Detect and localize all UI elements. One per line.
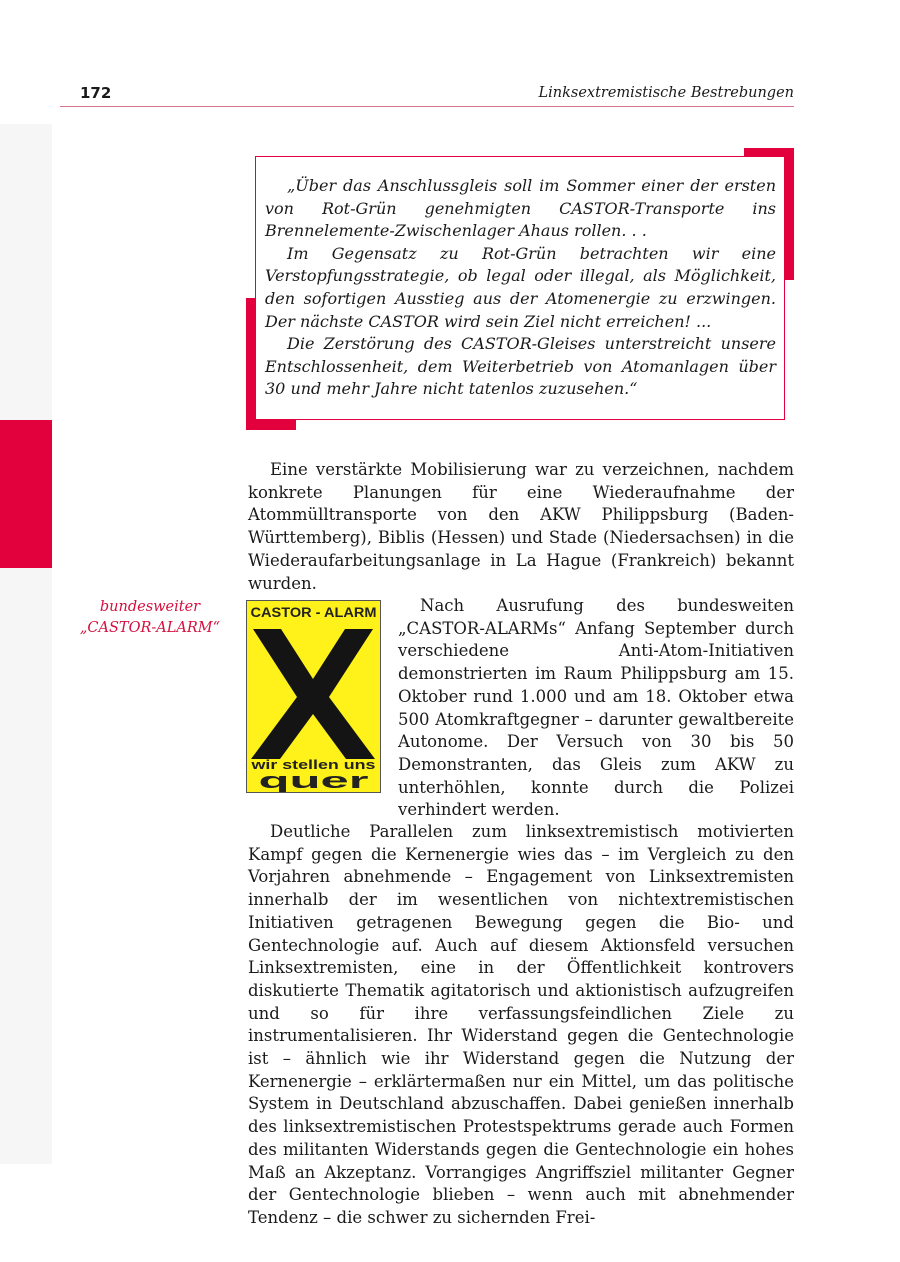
castor-alarm-poster — [246, 600, 381, 793]
chapter-marker-tab — [0, 420, 52, 568]
page-number: 172 — [80, 84, 112, 102]
quote-paragraph: „Über das Anschlussgleis soll im Sommer einer der ersten von Rot-Grün genehmigten CASTOR-Transporte ins Brennelemente-Zwischenlager Ahaus rollen. . . — [265, 176, 776, 241]
poster-graphic — [247, 601, 380, 792]
quote-box — [255, 156, 785, 420]
body-paragraph-gentechnologie: Deutliche Parallelen zum linksextremistisch motivierten Kampf gegen die Kernenergie wies das – im Vergleich zu den Vorjahren abnehmende – Engagement von Linksextremisten innerhalb der im wesentlichen von nichtextremistischen Initiativen getragenen Bewegung gegen die Bio- und Gentechnologie auf. Auch auf diesem Aktionsfeld versuchen Linksextremisten, eine in der Öffentlichkeit kontrovers diskutierte Thematik agitatorisch und aktionistisch aufzugreifen und so für ihre verfassungsfeindlichen Ziele zu instrumentalisieren. Ihr Widerstand gegen die Gentechnologie ist – ähnlich wie ihr Widerstand gegen die Nutzung der Kernenergie – erklärtermaßen nur ein Mittel, um das politische System in Deutschland abzuschaffen. Dabei genießen innerhalb des linksextremistischen Protestspektrums gerade auch Formen des militanten Widerstands gegen die Gentechnologie ein hohes Maß an Akzeptanz. Vorrangiges Angriffsziel militanter Gegner der Gentechnologie blieben – wenn auch mit abnehmender Tendenz – die schwer zu sichernden Frei- — [248, 822, 794, 1227]
running-title: Linksextremistische Bestrebungen — [538, 85, 794, 101]
body-paragraph-castor-alarm: Nach Ausrufung des bundesweiten „CASTOR-ALARMs“ Anfang September durch verschiedene Anti-Atom-Initiativen demonstrierten im Raum Philippsburg am 15. Oktober rund 1.000 und am 18. Oktober etwa 500 Atomkraftgegner – darunter gewaltbereite Autonome. Der Versuch von 30 bis 50 Demonstranten, das Gleis zum AKW zu unterhöhlen, konnte durch die Polizei verhindert werden. — [398, 596, 794, 820]
margin-note-line: bundesweiter — [99, 599, 201, 615]
poster-title: CASTOR - ALARM — [250, 605, 377, 620]
poster-slogan: wir stellen uns — [250, 757, 376, 772]
quote-paragraph: Die Zerstörung des CASTOR-Gleises unterstreicht unsere Entschlossenheit, dem Weiterbetrieb von Atomanlagen über 30 und mehr Jahre nicht tatenlos zuzusehen.“ — [265, 334, 776, 399]
body-paragraph-mobilisierung: Eine verstärkte Mobilisierung war zu verzeichnen, nachdem konkrete Planungen für eine Wiederaufnahme der Atommülltransporte von den AKW Philippsburg (Baden-Württemberg), Biblis (Hessen) und Stade (Niedersachsen) in die Wiederaufarbeitungsanlage in La Hague (Frankreich) bekannt wurden. — [248, 460, 794, 593]
quote-paragraph: Im Gegensatz zu Rot-Grün betrachten wir eine Verstopfungsstrategie, ob legal oder illegal, als Möglichkeit, den sofortigen Ausstieg aus der Atomenergie zu erzwingen. Der nächste CASTOR wird sein Ziel nicht erreichen! ... — [265, 243, 776, 331]
left-margin-strip — [0, 124, 52, 1164]
poster-slogan-bold: quer — [258, 768, 370, 792]
margin-note — [70, 597, 230, 639]
page-header — [60, 84, 794, 107]
margin-note-line: „CASTOR-ALARM“ — [79, 620, 221, 636]
